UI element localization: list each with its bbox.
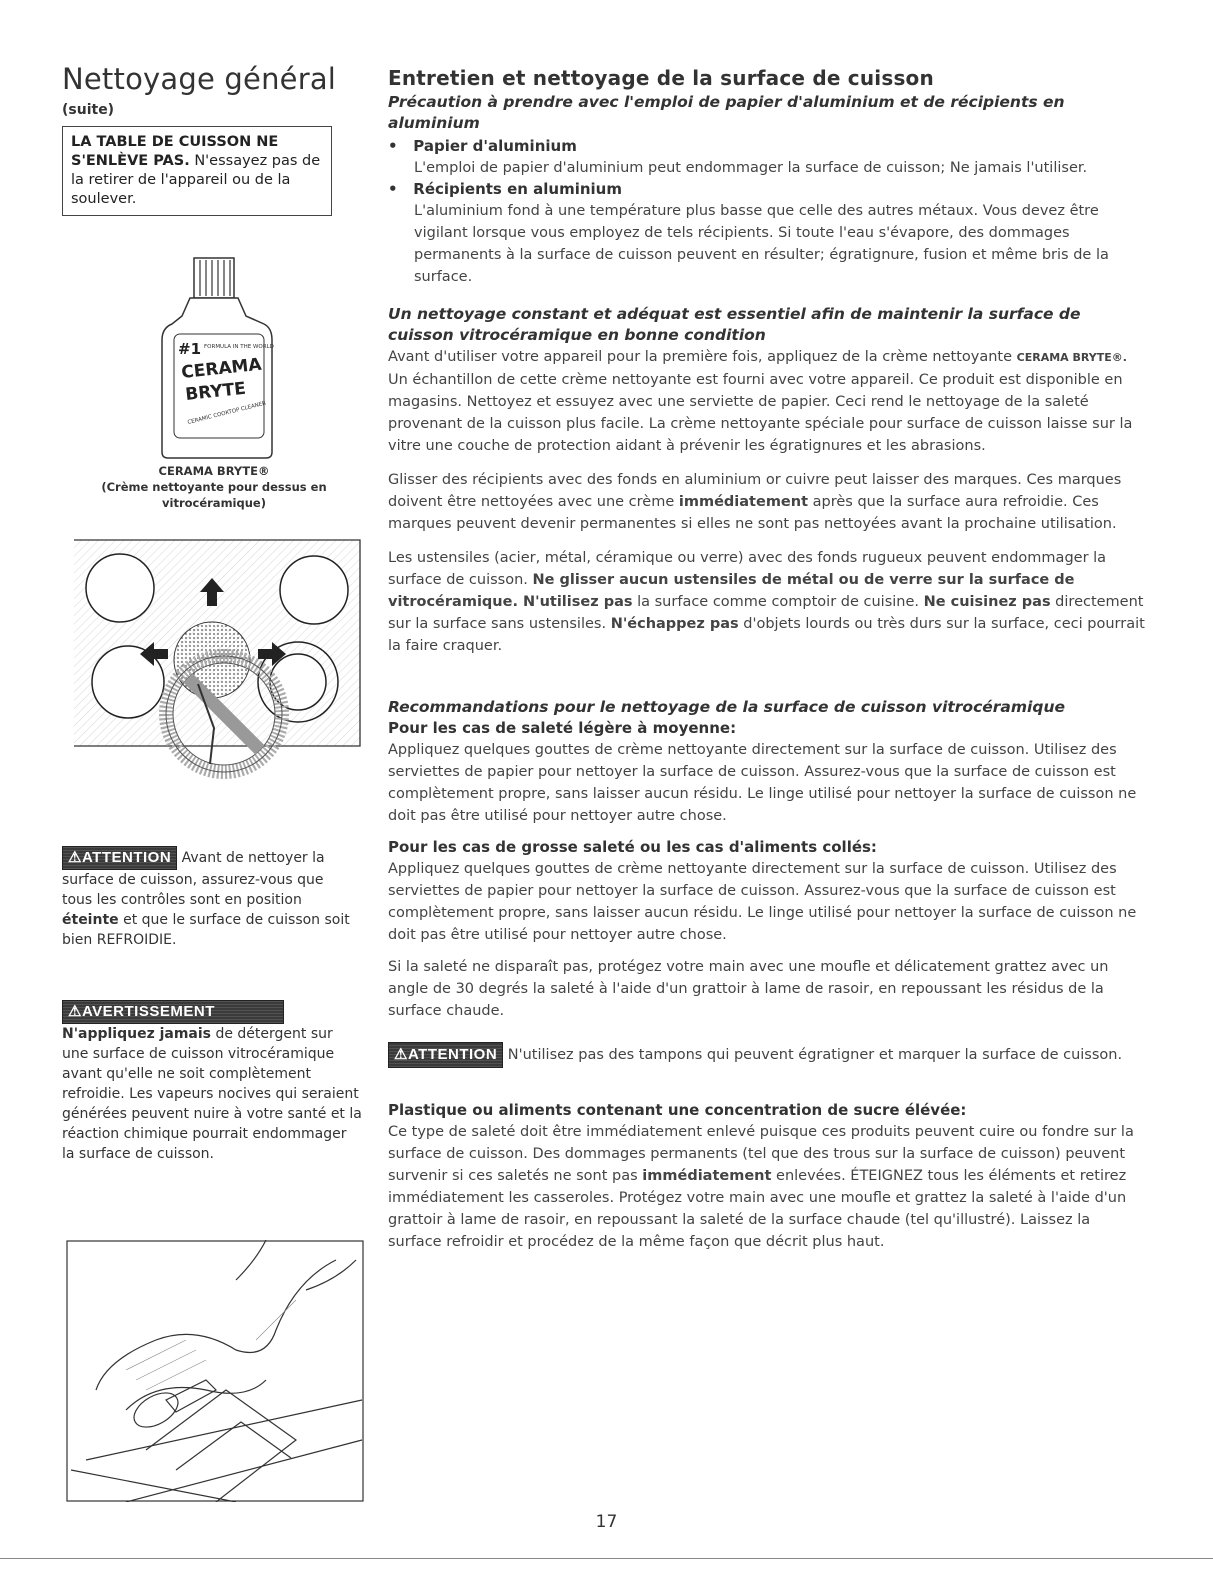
heading-heavy-soil: Pour les cas de grosse saleté ou les cas d'aliments collés: — [388, 838, 877, 856]
bullet-papier — [388, 136, 1148, 179]
paragraph-first-use — [388, 346, 1148, 457]
bullet-title: Papier d'aluminium — [413, 137, 577, 155]
caption-brand: CERAMA BRYTE® — [158, 464, 270, 478]
text: Ce type de saleté doit être immédiatement enlevé puisque ces produits peuvent cuire ou fondre sur la surface de cuisson. Des dommages permanents (tel que des trous sur la surface de cuisson) peuvent survenir si ces saletés ne sont pas — [388, 1124, 1134, 1184]
text: enlevées. ÉTEIGNEZ tous les éléments et retirez immédiatement les casseroles. Protégez votre main avec une moufle et grattez la saleté à l'aide d'un grattoir à lame de rasoir, en repoussant la saleté de la surface chaude (tel qu'illustré). Laissez la surface refroidir et procédez de la même façon que décrit plus haut. — [388, 1168, 1127, 1250]
paragraph-scraper: Si la saleté ne disparaît pas, protégez votre main avec une moufle et délicatement grattez avec un angle de 30 degrés la saleté à l'aide d'un grattoir à lame de rasoir, en repoussant les résidus de la surface chaude. — [388, 959, 1109, 1019]
section-title: Entretien et nettoyage de la surface de cuisson — [388, 66, 934, 90]
emphasis: N'échappez pas — [610, 616, 739, 632]
left-column — [62, 62, 362, 216]
notice-bold: LA TABLE DE CUISSON NE S'ENLÈVE PAS. — [71, 134, 279, 169]
bottle-brand-line1: CERAMA — [180, 354, 263, 383]
cooktop-illustration — [64, 532, 364, 832]
subheading-constant-cleaning: Un nettoyage constant et adéquat est essentiel afin de maintenir la surface de cuisson vitrocéramique en bonne condition — [388, 305, 1081, 344]
paragraph-sliding — [388, 469, 1148, 535]
attention-badge: ⚠ATTENTION — [388, 1042, 503, 1068]
subheading-aluminium: Précaution à prendre avec l'emploi de papier d'aluminium et de récipients en aluminium — [388, 93, 1065, 132]
cleaner-bottle-illustration — [160, 256, 290, 466]
emphasis: immédiatement — [678, 494, 809, 510]
attention-badge-label: ATTENTION — [81, 849, 172, 866]
emphasis: Ne glisser aucun ustensiles de métal ou de verre sur la surface de vitrocéramique. N'utilisez pas — [388, 572, 1075, 610]
caption-description: (Crème nettoyante pour dessus en vitrocéramique) — [101, 480, 327, 510]
text: directement sur la surface sans ustensiles. — [388, 594, 1144, 632]
text: Glisser des récipients avec des fonds en aluminium or cuivre peut laisser des marques. Ces marques doivent être nettoyées avec une crème — [388, 472, 1122, 510]
text: après que la surface aura refroidie. Ces marques peuvent devenir permanentes si elles ne sont pas nettoyées avant la prochaine utilisation. — [388, 494, 1117, 532]
attention-notice-right — [388, 1042, 1148, 1068]
right-column — [388, 66, 1148, 1253]
bullet-recipients — [388, 179, 1148, 288]
bullet-dot: • — [388, 180, 414, 198]
bottle-small-text: FORMULA IN THE WORLD — [204, 344, 274, 350]
page-subtitle: (suite) — [62, 102, 115, 118]
warning-badge-label: AVERTISSEMENT — [81, 1003, 215, 1020]
page-number: 17 — [595, 1512, 618, 1532]
bullet-text: L'emploi de papier d'aluminium peut endommager la surface de cuisson; Ne jamais l'utiliser. — [414, 160, 1088, 176]
brand-name: CERAMA BRYTE®. — [1016, 351, 1127, 364]
attention-text-2: et que le surface de cuisson soit bien REFROIDIE. — [62, 912, 350, 948]
page-title: Nettoyage général — [62, 62, 337, 96]
text: la surface comme comptoir de cuisine. — [632, 594, 924, 610]
notice-text: N'essayez pas de la retirer de l'appareil ou de la soulever. — [71, 153, 321, 207]
heading-light-soil: Pour les cas de saleté légère à moyenne: — [388, 719, 737, 737]
bottle-small-text2: CERAMIC COOKTOP CLEANER — [187, 400, 267, 426]
attention-badge: ⚠ATTENTION — [62, 846, 177, 870]
text: d'objets lourds ou très durs sur la surface, ceci pourrait la faire craquer. — [388, 616, 1145, 654]
attention-bold: éteinte — [62, 912, 119, 928]
heading-plastic-sugar: Plastique ou aliments contenant une concentration de sucre élévée: — [388, 1101, 967, 1119]
bullet-title: Récipients en aluminium — [413, 180, 622, 198]
warning-bold: N'appliquez jamais — [62, 1026, 212, 1042]
warning-text: de détergent sur une surface de cuisson vitrocéramique avant qu'elle ne soit complètement refroidie. Les vapeurs nocives qui seraient générées peuvent nuire à votre santé et la réaction chimique pourrait endommager la surface de cuisson. — [62, 1026, 362, 1162]
emphasis: Ne cuisinez pas — [923, 594, 1051, 610]
paragraph-light-soil: Appliquez quelques gouttes de crème nettoyante directement sur la surface de cuisson. Utilisez des serviettes de papier pour nettoyer la surface de cuisson. Assurez-vous que la surface de cuisson est complètement propre, sans laisser aucun résidu. Le linge utilisé pour nettoyer la surface de cuisson ne doit pas être utilisé pour nettoyer autre chose. — [388, 742, 1137, 824]
subheading-recommendations: Recommandations pour le nettoyage de la surface de cuisson vitrocéramique — [388, 698, 1065, 716]
attention-badge-label: ATTENTION — [407, 1046, 498, 1063]
bullet-dot: • — [388, 137, 414, 155]
paragraph-heavy-soil: Appliquez quelques gouttes de crème nettoyante directement sur la surface de cuisson. Utilisez des serviettes de papier pour nettoyer la surface de cuisson. Assurez-vous que la surface de cuisson est complètement propre, sans laisser aucun résidu. Le linge utilisé pour nettoyer la surface de cuisson ne doit pas être utilisé pour nettoyer autre chose. — [388, 861, 1137, 943]
warning-badge: ⚠AVERTISSEMENT — [62, 1000, 284, 1024]
bullet-text: L'aluminium fond à une température plus basse que celle des autres métaux. Vous devez être vigilant lorsque vous employez de tels récipients. Si toute l'eau s'évapore, des dommages permanents à la surface de cuisson peuvent en résulter; égratignure, fusion et même bris de la surface. — [414, 203, 1109, 285]
paragraph-plastic-sugar — [388, 1121, 1148, 1253]
bottle-number: #1 — [178, 340, 202, 358]
scraper-illustration — [66, 1240, 364, 1502]
bottom-divider — [0, 1558, 1213, 1559]
text: Avant d'utiliser votre appareil pour la première fois, appliquez de la crème nettoyante — [388, 349, 1017, 365]
emphasis: immédiatement — [642, 1168, 772, 1184]
text: Les ustensiles (acier, métal, céramique ou verre) avec des fonds rugueux peuvent endommager la surface de cuisson. — [388, 550, 1107, 588]
text: Un échantillon de cette crème nettoyante est fourni avec votre appareil. Ce produit est disponible en magasins. Nettoyez et essuyez avec une serviette de papier. Ceci rend le nettoyage de la saleté provenant de la cuisson plus facile. La crème nettoyante spéciale pour surface de cuisson laisse sur la vitre une couche de protection aidant à prévenir les égratignures et les abrasions. — [388, 372, 1133, 454]
attention-text: N'utilisez pas des tampons qui peuvent égratigner et marquer la surface de cuisson. — [503, 1047, 1123, 1063]
paragraph-utensils — [388, 547, 1148, 657]
bottle-caption — [64, 463, 364, 511]
warning-notice — [62, 1000, 362, 1164]
bottle-brand-line2: BRYTE — [184, 378, 247, 405]
attention-text-1: Avant de nettoyer la surface de cuisson, assurez-vous que tous les contrôles sont en position — [62, 850, 325, 908]
notice-box — [62, 126, 332, 216]
attention-notice-left — [62, 846, 352, 950]
